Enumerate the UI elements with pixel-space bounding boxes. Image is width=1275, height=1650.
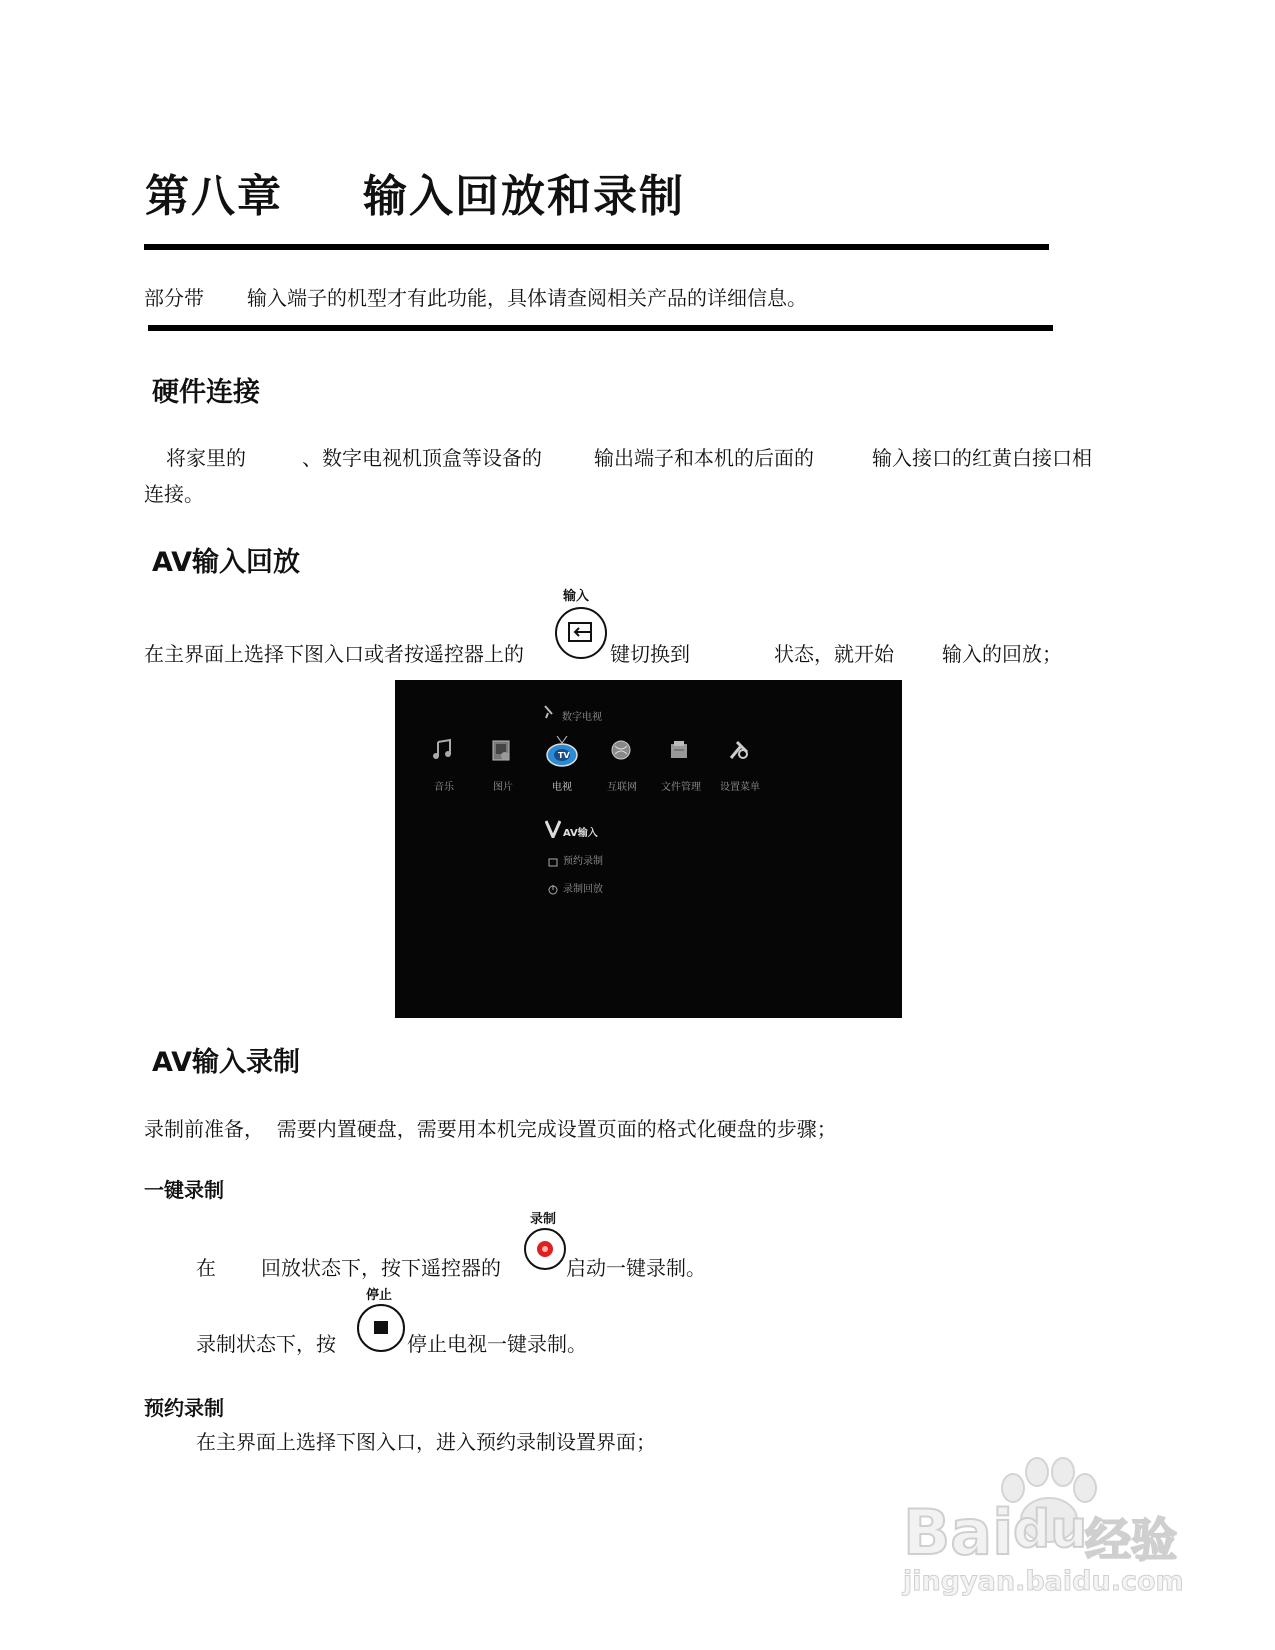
- menu-label-internet: 互联网: [607, 782, 637, 793]
- hardware-heading: 硬件连接: [152, 377, 260, 408]
- watermark-url: jingyan.baidu.com: [903, 1566, 1184, 1597]
- svg-text:TV: TV: [558, 751, 570, 760]
- hardware-text-1d: 输入接口的红黄白接口相: [872, 446, 1092, 470]
- menu-top-item[interactable]: 数字电视: [562, 712, 602, 723]
- input-key-icon: [555, 607, 607, 659]
- record-key-icon: [524, 1228, 566, 1270]
- heading-rule-top: [144, 244, 1049, 250]
- menu-label-photo: 图片: [493, 782, 513, 793]
- music-icon[interactable]: [430, 738, 454, 762]
- scheduled-text: 在主界面上选择下图入口，进入预约录制设置界面；: [196, 1430, 656, 1454]
- av-playback-text-c: 状态，就开始: [774, 642, 894, 666]
- stop-key-icon: [357, 1304, 405, 1352]
- hardware-text-2: 连接。: [144, 482, 204, 506]
- one-key-text-b: 回放状态下，按下遥控器的: [261, 1256, 501, 1280]
- schedule-icon: [548, 852, 558, 862]
- watermark-brand-du: du: [1013, 1500, 1088, 1560]
- internet-icon[interactable]: [609, 738, 633, 762]
- note-text: 输入端子的机型才有此功能，具体请查阅相关产品的详细信息。: [247, 286, 807, 310]
- record-key-label: 录制: [530, 1212, 557, 1227]
- settings-icon[interactable]: [727, 738, 751, 762]
- av-record-prep: 录制前准备， 需要内置硬盘，需要用本机完成设置页面的格式化硬盘的步骤；: [144, 1117, 837, 1141]
- menu-label-settings: 设置菜单: [720, 782, 760, 793]
- menu-label-file-manager: 文件管理: [661, 782, 701, 793]
- submenu-record-playback[interactable]: 录制回放: [563, 884, 603, 895]
- power-icon: [548, 880, 558, 890]
- input-key-label: 输入: [563, 589, 590, 604]
- hardware-text-1c: 输出端子和本机的后面的: [594, 446, 814, 470]
- av-input-icon: [545, 820, 561, 838]
- chapter-title: 输入回放和录制: [363, 171, 685, 222]
- one-key-text-e: 停止电视一键录制。: [407, 1332, 587, 1356]
- one-key-text-a: 在: [196, 1256, 216, 1280]
- note-prefix: 部分带: [144, 286, 204, 310]
- satellite-dish-icon: [542, 704, 556, 720]
- av-playback-text-b: 键切换到: [610, 642, 690, 666]
- watermark-brand-latin: Bai: [903, 1496, 1014, 1569]
- one-key-text-c: 启动一键录制。: [566, 1256, 706, 1280]
- chapter-number: 第八章: [145, 171, 283, 222]
- tv-icon[interactable]: [545, 734, 579, 768]
- baidu-watermark: [903, 1448, 1203, 1608]
- main-menu-screenshot: [395, 680, 902, 1018]
- photo-icon[interactable]: [490, 738, 514, 762]
- one-key-text-d: 录制状态下，按: [196, 1332, 336, 1356]
- submenu-av-input[interactable]: AV输入: [563, 828, 598, 839]
- scheduled-heading: 预约录制: [144, 1396, 224, 1420]
- heading-rule-bottom: [148, 325, 1053, 331]
- av-record-heading: AV输入录制: [152, 1047, 300, 1078]
- menu-label-music: 音乐: [434, 782, 454, 793]
- menu-label-tv: 电视: [552, 782, 572, 793]
- file-manager-icon[interactable]: [667, 738, 691, 762]
- av-playback-text-a: 在主界面上选择下图入口或者按遥控器上的: [144, 642, 524, 666]
- av-playback-text-d: 输入的回放；: [942, 642, 1062, 666]
- watermark-brand-cn: 经验: [1085, 1513, 1177, 1567]
- av-playback-heading: AV输入回放: [152, 547, 300, 578]
- hardware-text-1b: 、数字电视机顶盒等设备的: [302, 446, 542, 470]
- hardware-text-1a: 将家里的: [166, 446, 246, 470]
- one-key-heading: 一键录制: [144, 1178, 224, 1202]
- stop-key-label: 停止: [366, 1288, 393, 1303]
- submenu-scheduled-record[interactable]: 预约录制: [563, 856, 603, 867]
